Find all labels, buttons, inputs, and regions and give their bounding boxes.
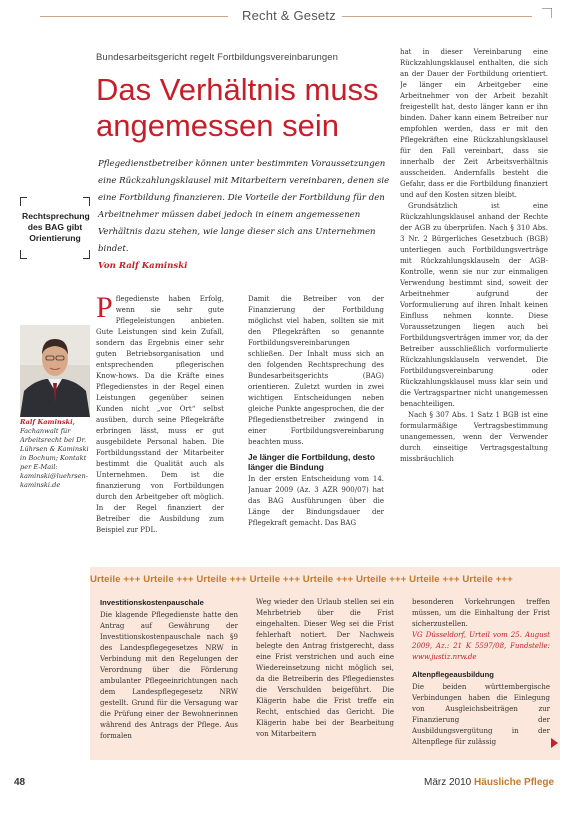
issue-date: März 2010 [424, 777, 472, 788]
author-photo [20, 325, 90, 417]
rulings-text: Die beiden württembergische Verbindungen haben die Einlegung von Ausgleichsbeiträgen zur Finanzierung der Ausbildungsvergütung in der Altenpflege für zulässig [412, 683, 550, 746]
lead-text: Pflegedienstbetreiber können unter bestimmten Voraussetzungen eine Rückzahlungsklausel mit Mitarbeitern vereinbaren, denen sie eine Fortbildung finanzieren. Die Vorteile der Fortbildung für den Arbeitnehmer müssen dabei jedoch in einem angemessenen Verhältnis dazu stehen, wie lange dieser sich ans Unternehmen bindet. [98, 159, 390, 254]
photo-caption [20, 418, 90, 490]
body-paragraph: hat in dieser Vereinbarung eine Rückzahlungsklausel enthalten, die sich an der Dauer der Fortbildung orientiert. Je länger ein Arbeitgeber eine Arbeitnehmer von der Arbeit bezahlt freigestellt hat, desto länger kann er ihn binden. Daher kann einem Betreiber nur empfohlen werden, dass er mit den Pflegekräften eine Rückzahlungsklausel für den Fall vereinbart, dass sie innerhalb der Zeit Arbeitsverhältnis ausscheiden. Andernfalls besteht die Gefahr, dass er die Fortbildung finanziert und auf den Kosten sitzen bleibt. [400, 48, 548, 199]
rulings-column-3 [412, 597, 550, 752]
continue-arrow-icon [551, 738, 558, 748]
rulings-column-2 [256, 597, 394, 752]
rulings-heading: Altenpflegeausbildung [412, 670, 494, 679]
header-rule-right [342, 16, 532, 17]
sidebar-box [20, 197, 90, 259]
rulings-text: Weg wieder den Urlaub stellen sei ein Mehrbetrieb über die Frist eingehalten. Dieser Weg sei die Frist fehlerhaft notiert. Der Nachweis belegte den Antrag fristgerecht, dass eine Frist verstrichen und auch eine Wiedereinsetzung nicht möglich sei, da die Betreiberin des Pflegedienstes die Verschulden beigeführt. Die Klägerin habe die Frist treffe ein Recht, entschied das Gericht. Die Klägerin habe bei der Bearbeitung von Mitarbeitern [256, 598, 394, 738]
caption-name: Ralf Kaminski, [20, 418, 75, 426]
footer-issue [424, 777, 554, 788]
rulings-box [90, 567, 560, 760]
body-paragraph: In der ersten Entscheidung vom 14. Januar 2009 (Az. 3 AZR 900/07) hat das BAG Ausführungen über die Länge der Bindungsdauer der Pflegekraft gemacht. Das BAG [248, 475, 384, 527]
body-paragraph: Grundsätzlich ist eine Rückzahlungsklausel anhand der Rechte der AGB zu überprüfen. Nach § 310 Abs. 3 Nr. 2 Bürgerliches Gesetzbuch (BGB) unterliegen auch Fortbildungsverträge mit Rückzahlungsklauseln der AGB-Kontrolle, wenn sie nur zur einmaligen Verwendung bestimmt sind, soweit der Arbeitnehmer aufgrund der Vorformulierung auf ihren Inhalt keinen Einfluss nehmen konnte. Diese Voraussetzungen liegen auch bei Fortbildungsverträgen immer vor, da der Betreiber ausschließlich vorformulierte Rückzahlungsklauseln verwendet. Die Fortbildungsvereinbarung oder Rückzahlungsklausel muss klar sein und die Vertragspartner nicht unangemessen benachteiligen. [400, 202, 548, 408]
caption-text: Fachanwalt für Arbeitsrecht bei Dr. Lührsen & Kaminski in Bochum; Kontakt per E-Mail: kaminski@luehrsen-kaminski.de [20, 427, 89, 489]
headline-line-1: Das Verhältnis muss [96, 72, 379, 107]
drop-cap: P [96, 294, 113, 324]
author-line: Von Ralf Kaminski [98, 261, 188, 271]
headline [96, 72, 396, 144]
body-paragraph: Damit die Betreiber von der Finanzierung der Fortbildung möglichst viel haben, sollten sie mit den Pflegekräften so genannte Fortbildungsvereinbarungen schließen. Der Inhalt muss sich an den folgenden Rechtsprechung des Bundesarbeitsgerichts (BAG) orientieren. Zuletzt wurden in zwei wichtigen Entscheidungen neben gleiche Punkte angesprochen, die der Pflegedienstbetreiber zwingend in einer Fortbildungsvereinbarung beachten muss. [248, 295, 384, 446]
overline: Bundesarbeitsgericht regelt Fortbildungsvereinbarungen [96, 52, 338, 63]
magazine-name: Häusliche Pflege [474, 777, 555, 788]
rulings-heading: Investitionskostenpauschale [100, 598, 204, 607]
corner-mark-icon [542, 8, 552, 18]
header-rule-left [40, 16, 228, 17]
body-column-1 [96, 294, 224, 554]
rulings-source: VG Düsseldorf, Urteil vom 25. August 2009, Az.: 21 K 5597/08, Fundstelle: www.justiz.nrw.de [412, 631, 550, 661]
bracket-bottom-left [20, 250, 27, 259]
rulings-column-1 [100, 597, 238, 752]
bracket-top-right [83, 197, 90, 206]
body-paragraph: flegedienste haben Erfolg, wenn sie sehr gute Pflegeleistungen anbieten. Gute Leistungen sind kein Zufall, sondern das Ergebnis einer sehr guten Betriebsorganisation und entsprechenden pflegerischen Know-hows. Da die Kräfte eines Pflegedienstes in der Regel einen Leistungen gegenüber seinen Kunden nicht „vor Ort“ selbst ausüben, durch seine Pflegekräfte erbringen lässt, muss er gut ausgebildete Personal haben. Die Fortbildungsstand der Mitarbeiter bestimmt die Qualität auch als Unternehmen. Dem ist die finanzierung von Fortbildungen durch den Arbeitgeber oft möglich. In der Regel finanziert der Betreiber die Ausbildung zum Beispiel zur PDL. [96, 295, 224, 534]
rulings-banner: Urteile +++ Urteile +++ Urteile +++ Urteile +++ Urteile +++ Urteile +++ Urteile +++ Urteile +++ [90, 574, 513, 585]
bracket-top-left [20, 197, 27, 206]
section-title: Recht & Gesetz [242, 8, 336, 23]
body-column-3 [400, 47, 548, 559]
body-column-2 [248, 294, 384, 554]
bracket-bottom-right [83, 250, 90, 259]
rulings-text: besonderen Vorkehrungen treffen müssen, um die Einhaltung der Frist sicherzustellen. [412, 598, 550, 628]
lead-paragraph [98, 156, 398, 275]
headline-line-2: angemessen sein [96, 108, 339, 143]
sidebar-title: Rechtsprechung des BAG gibt Orientierung [22, 211, 90, 243]
body-paragraph: Nach § 307 Abs. 1 Satz 1 BGB ist eine formularmäßige Vertragsbestimmung unangemessen, wenn der Verwender durch einseitige Vertragsgestaltung missbräuchlich [400, 411, 548, 463]
rulings-text: Die klagende Pflegedienste hatte den Antrag auf Gewährung der Investitionskostenpauschale nach §9 des Landespflegegesetzes NRW in Verbindung mit den Regelungen der Verordnung über die Förderung ambulanter Pflegeeinrichtungen nach dem Landespflegegesetz NRW gestellt. Grund für die Versagung war die Prüfung einer der Bewohnerinnen während des Antrags der Pflege. Aus formalen [100, 611, 238, 740]
subheading: Je länger die Fortbildung, desto länger die Bindung [248, 452, 376, 472]
page-number: 48 [14, 777, 26, 788]
portrait-image [20, 325, 90, 417]
